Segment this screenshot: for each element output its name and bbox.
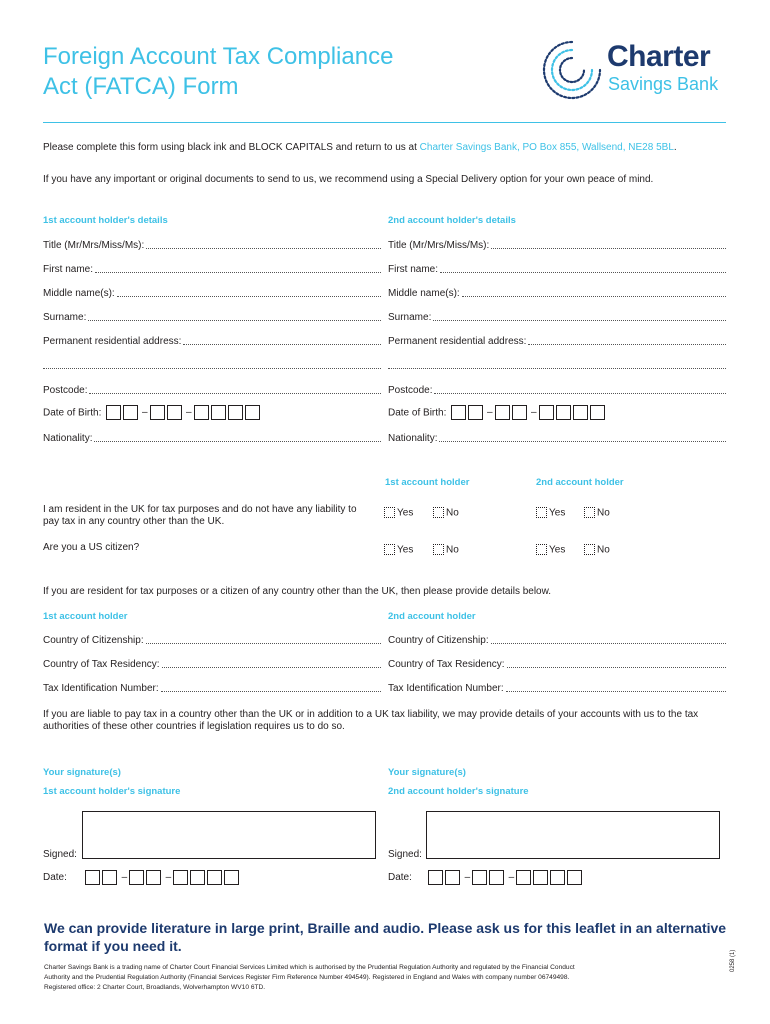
date-month-box[interactable] bbox=[472, 870, 487, 885]
holder2-postcode-field[interactable] bbox=[388, 385, 726, 396]
address-label: Permanent residential address: bbox=[388, 336, 527, 347]
input-line[interactable] bbox=[462, 296, 726, 297]
dob-year-box[interactable] bbox=[539, 405, 554, 420]
date-month-box[interactable] bbox=[489, 870, 504, 885]
legal-line-3: Registered office: 2 Charter Court, Broadlands, Wolverhampton WV10 6TD. bbox=[44, 984, 266, 991]
holder1-tax-residency-field[interactable] bbox=[43, 659, 381, 670]
date-year-box[interactable] bbox=[224, 870, 239, 885]
input-line[interactable] bbox=[95, 272, 381, 273]
holder2-signature-heading: 2nd account holder's signature bbox=[388, 786, 529, 797]
holder1-middle-names-field[interactable] bbox=[43, 288, 381, 299]
holder2-middle-names-field[interactable] bbox=[388, 288, 726, 299]
dob-day-box[interactable] bbox=[106, 405, 121, 420]
dob-year-box[interactable] bbox=[194, 405, 209, 420]
q2-holder2-no[interactable] bbox=[584, 541, 610, 559]
nationality-label: Nationality: bbox=[388, 433, 438, 444]
intro-text: Please complete this form using black ink and BLOCK CAPITALS and return to us at bbox=[43, 142, 420, 153]
title-line-1: Foreign Account Tax Compliance bbox=[43, 43, 394, 70]
tax-residency-label: Country of Tax Residency: bbox=[388, 659, 505, 670]
dob-label: Date of Birth: bbox=[388, 407, 447, 419]
no-label: No bbox=[597, 544, 610, 556]
checkbox[interactable] bbox=[584, 507, 595, 518]
date-label: Date: bbox=[388, 872, 412, 884]
holder2-signed-label: Signed: bbox=[388, 849, 422, 860]
postcode-label: Postcode: bbox=[388, 385, 433, 396]
intro-end: . bbox=[673, 142, 677, 153]
date-day-box[interactable] bbox=[85, 870, 100, 885]
holder2-citizenship-field[interactable] bbox=[388, 635, 726, 646]
input-line[interactable] bbox=[439, 441, 726, 442]
dob-day-box[interactable] bbox=[468, 405, 483, 420]
date-day-box[interactable] bbox=[445, 870, 460, 885]
title-label: Title (Mr/Mrs/Miss/Ms): bbox=[388, 240, 490, 251]
checkbox[interactable] bbox=[384, 507, 395, 518]
dob-year-box[interactable] bbox=[228, 405, 243, 420]
date-month-box[interactable] bbox=[129, 870, 144, 885]
input-line[interactable] bbox=[506, 691, 726, 692]
question-col1-heading: 1st account holder bbox=[385, 477, 470, 488]
holder1-surname-field[interactable] bbox=[43, 312, 381, 323]
date-year-box[interactable] bbox=[207, 870, 222, 885]
checkbox[interactable] bbox=[584, 544, 595, 555]
q1-holder1-no[interactable] bbox=[433, 504, 459, 522]
holder2-address-field[interactable] bbox=[388, 336, 726, 347]
holder2-date-field[interactable] bbox=[388, 869, 584, 887]
date-year-box[interactable] bbox=[550, 870, 565, 885]
surname-label: Surname: bbox=[43, 312, 87, 323]
tin-label: Tax Identification Number: bbox=[388, 683, 504, 694]
holder1-title-field[interactable] bbox=[43, 240, 381, 251]
residency-col2-heading: 2nd account holder bbox=[388, 611, 476, 622]
holder2-tin-field[interactable] bbox=[388, 683, 726, 694]
input-line[interactable] bbox=[89, 393, 381, 394]
date-label: Date: bbox=[43, 872, 67, 884]
dob-month-box[interactable] bbox=[512, 405, 527, 420]
holder1-postcode-field[interactable] bbox=[43, 385, 381, 396]
dob-month-box[interactable] bbox=[150, 405, 165, 420]
holder1-address-line-2[interactable] bbox=[43, 368, 381, 369]
holder2-first-name-field[interactable] bbox=[388, 264, 726, 275]
signature-heading-2: Your signature(s) bbox=[388, 767, 466, 778]
holder2-surname-field[interactable] bbox=[388, 312, 726, 323]
header-divider bbox=[43, 122, 726, 123]
date-month-box[interactable] bbox=[146, 870, 161, 885]
legal-footer bbox=[44, 963, 704, 993]
title-line-2: Act (FATCA) Form bbox=[43, 73, 239, 100]
date-year-box[interactable] bbox=[516, 870, 531, 885]
date-year-box[interactable] bbox=[173, 870, 188, 885]
page-title bbox=[43, 42, 393, 102]
first-name-label: First name: bbox=[43, 264, 94, 275]
input-line[interactable] bbox=[491, 248, 726, 249]
input-line[interactable] bbox=[117, 296, 381, 297]
dash: – bbox=[487, 407, 493, 419]
yes-label: Yes bbox=[397, 507, 414, 519]
dash: – bbox=[508, 872, 515, 884]
bank-logo-icon bbox=[540, 38, 604, 102]
holder1-citizenship-field[interactable] bbox=[43, 635, 381, 646]
q1-holder1-yes[interactable] bbox=[384, 504, 413, 522]
yes-label: Yes bbox=[397, 544, 414, 556]
holder1-dob-field[interactable] bbox=[43, 404, 262, 422]
input-line[interactable] bbox=[491, 643, 726, 644]
holder1-details-heading: 1st account holder's details bbox=[43, 215, 168, 226]
checkbox[interactable] bbox=[536, 544, 547, 555]
document-reference: 0258 (1) bbox=[730, 949, 736, 972]
no-label: No bbox=[446, 507, 459, 519]
holder2-address-line-2[interactable] bbox=[388, 368, 726, 369]
input-line[interactable] bbox=[183, 344, 381, 345]
no-label: No bbox=[597, 507, 610, 519]
input-line[interactable] bbox=[94, 441, 381, 442]
dash: – bbox=[165, 872, 172, 884]
middle-names-label: Middle name(s): bbox=[388, 288, 460, 299]
citizenship-label: Country of Citizenship: bbox=[388, 635, 489, 646]
logo-subname: Savings Bank bbox=[608, 74, 719, 94]
residency-intro: If you are resident for tax purposes or a citizen of any country other than the UK, then please provide details below. bbox=[43, 586, 552, 597]
postcode-label: Postcode: bbox=[43, 385, 88, 396]
dash: – bbox=[121, 872, 128, 884]
middle-names-label: Middle name(s): bbox=[43, 288, 115, 299]
q1-holder2-yes[interactable] bbox=[536, 504, 565, 522]
q2-holder2-yes[interactable] bbox=[536, 541, 565, 559]
holder1-tin-field[interactable] bbox=[43, 683, 381, 694]
input-line[interactable] bbox=[434, 393, 726, 394]
checkbox[interactable] bbox=[433, 507, 444, 518]
tax-disclosure-note: If you are liable to pay tax in a country other than the UK or in addition to a UK tax liability, we may provide details of your accounts with us to the tax authorities of these other countries if legislation requires us to do so. bbox=[43, 709, 699, 732]
nationality-label: Nationality: bbox=[43, 433, 93, 444]
dob-year-box[interactable] bbox=[211, 405, 226, 420]
input-line[interactable] bbox=[88, 320, 381, 321]
checkbox[interactable] bbox=[536, 507, 547, 518]
holder2-dob-field[interactable] bbox=[388, 404, 607, 422]
yes-label: Yes bbox=[549, 507, 566, 519]
q2-holder1-yes[interactable] bbox=[384, 541, 413, 559]
signature-heading-1: Your signature(s) bbox=[43, 767, 121, 778]
dash: – bbox=[142, 407, 148, 419]
input-line[interactable] bbox=[146, 248, 381, 249]
dob-month-box[interactable] bbox=[167, 405, 182, 420]
tax-residency-label: Country of Tax Residency: bbox=[43, 659, 160, 670]
holder1-nationality-field[interactable] bbox=[43, 433, 381, 444]
accessibility-note: We can provide literature in large print, Braille and audio. Please ask us for this leaflet in an alternative format if you need it. bbox=[44, 920, 727, 954]
date-day-box[interactable] bbox=[102, 870, 117, 885]
date-year-box[interactable] bbox=[567, 870, 582, 885]
holder2-title-field[interactable] bbox=[388, 240, 726, 251]
us-citizen-question: Are you a US citizen? bbox=[43, 542, 140, 553]
checkbox[interactable] bbox=[433, 544, 444, 555]
q1-holder2-no[interactable] bbox=[584, 504, 610, 522]
question-col2-heading: 2nd account holder bbox=[536, 477, 624, 488]
uk-resident-question: I am resident in the UK for tax purposes and do not have any liability to pay tax in any country other than the UK. bbox=[43, 504, 357, 527]
first-name-label: First name: bbox=[388, 264, 439, 275]
dob-label: Date of Birth: bbox=[43, 407, 102, 419]
input-line[interactable] bbox=[161, 691, 381, 692]
dob-year-box[interactable] bbox=[245, 405, 260, 420]
dash: – bbox=[186, 407, 192, 419]
dob-month-box[interactable] bbox=[495, 405, 510, 420]
address-label: Permanent residential address: bbox=[43, 336, 182, 347]
input-line[interactable] bbox=[146, 643, 381, 644]
holder1-signature-box[interactable] bbox=[82, 811, 376, 859]
title-label: Title (Mr/Mrs/Miss/Ms): bbox=[43, 240, 145, 251]
dob-year-box[interactable] bbox=[556, 405, 571, 420]
return-address: Charter Savings Bank, PO Box 855, Wallsend, NE28 5BL bbox=[419, 142, 674, 153]
date-day-box[interactable] bbox=[428, 870, 443, 885]
holder2-nationality-field[interactable] bbox=[388, 433, 726, 444]
holder1-address-field[interactable] bbox=[43, 336, 381, 347]
holder1-first-name-field[interactable] bbox=[43, 264, 381, 275]
surname-label: Surname: bbox=[388, 312, 432, 323]
citizenship-label: Country of Citizenship: bbox=[43, 635, 144, 646]
intro-paragraph-2: If you have any important or original documents to send to us, we recommend using a Special Delivery option for your own peace of mind. bbox=[43, 174, 654, 185]
input-line[interactable] bbox=[162, 667, 381, 668]
holder2-signature-box[interactable] bbox=[426, 811, 720, 859]
q2-holder1-no[interactable] bbox=[433, 541, 459, 559]
holder2-details-heading: 2nd account holder's details bbox=[388, 215, 516, 226]
input-line[interactable] bbox=[433, 320, 726, 321]
logo-name: Charter bbox=[607, 40, 711, 73]
dash: – bbox=[531, 407, 537, 419]
legal-line-2: Authority and the Prudential Regulation Authority (Financial Services Register Firm Reference Number 494549). Registered in England and Wales with company number 06749498. bbox=[44, 974, 570, 981]
residency-col1-heading: 1st account holder bbox=[43, 611, 128, 622]
holder2-tax-residency-field[interactable] bbox=[388, 659, 726, 670]
date-year-box[interactable] bbox=[533, 870, 548, 885]
tin-label: Tax Identification Number: bbox=[43, 683, 159, 694]
dob-year-box[interactable] bbox=[590, 405, 605, 420]
dob-day-box[interactable] bbox=[123, 405, 138, 420]
legal-line-1: Charter Savings Bank is a trading name of Charter Court Financial Services Limited which is authorised by the Prudential Regulation Authority and regulated by the Financial Conduct bbox=[44, 964, 575, 971]
holder1-signed-label: Signed: bbox=[43, 849, 77, 860]
input-line[interactable] bbox=[440, 272, 726, 273]
dob-year-box[interactable] bbox=[573, 405, 588, 420]
no-label: No bbox=[446, 544, 459, 556]
holder1-date-field[interactable] bbox=[43, 869, 241, 887]
intro-paragraph-1 bbox=[43, 142, 726, 154]
input-line[interactable] bbox=[528, 344, 726, 345]
dob-day-box[interactable] bbox=[451, 405, 466, 420]
date-year-box[interactable] bbox=[190, 870, 205, 885]
checkbox[interactable] bbox=[384, 544, 395, 555]
holder1-signature-heading: 1st account holder's signature bbox=[43, 786, 181, 797]
yes-label: Yes bbox=[549, 544, 566, 556]
input-line[interactable] bbox=[507, 667, 726, 668]
dash: – bbox=[464, 872, 471, 884]
